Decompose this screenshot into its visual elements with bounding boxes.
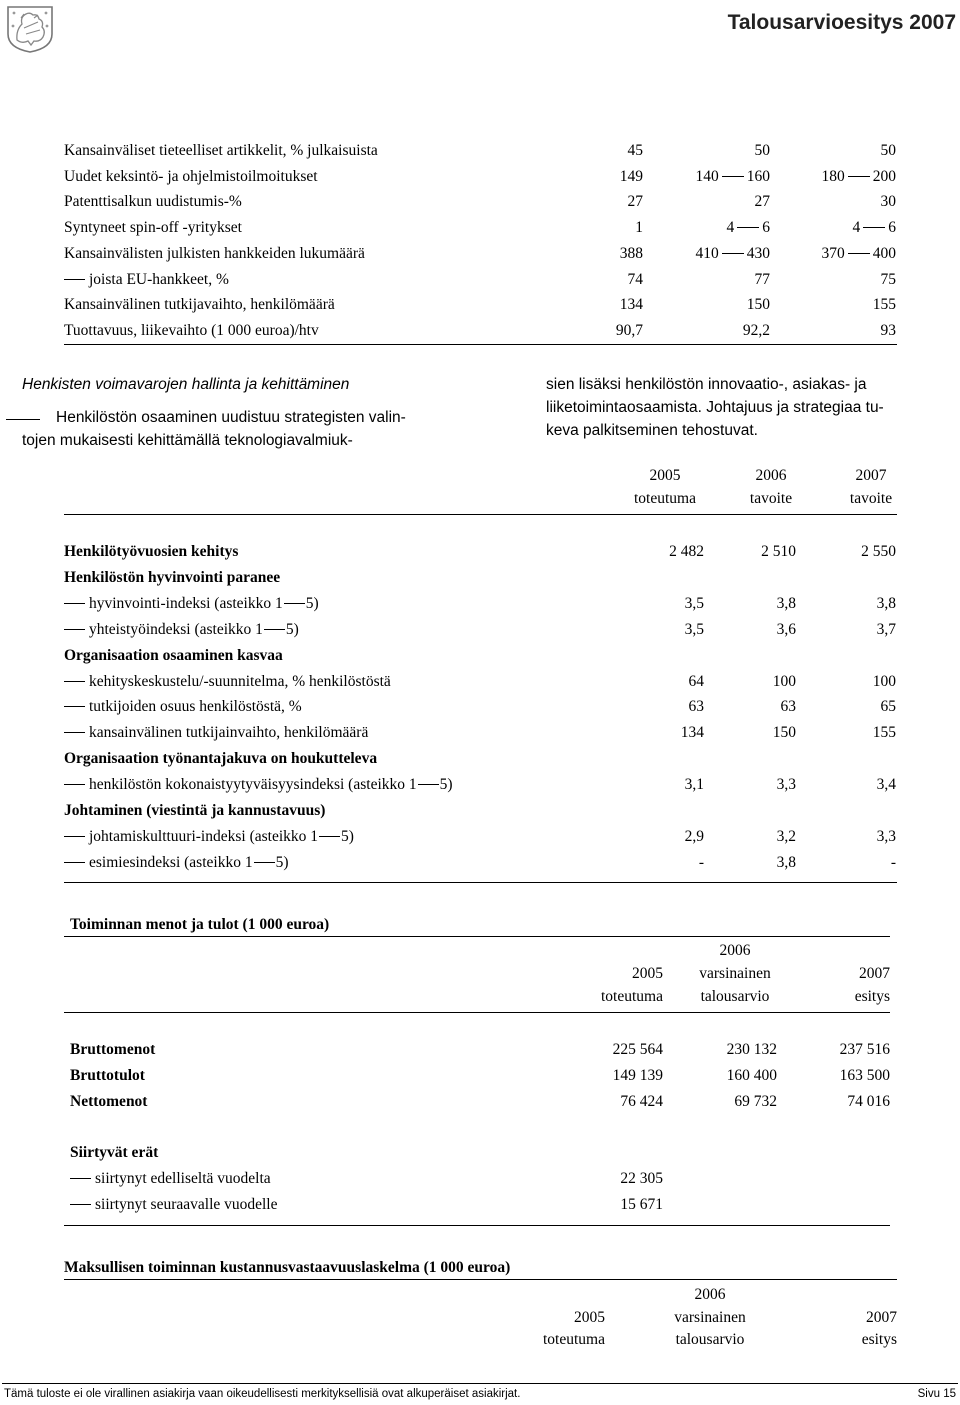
t2-cell-2007: 3,3 bbox=[876, 828, 896, 845]
t2-row-label-end: 5) bbox=[305, 595, 319, 612]
t2-group-heading bbox=[64, 544, 238, 560]
t1-row-label bbox=[64, 297, 335, 313]
t1-cell-2006 bbox=[727, 220, 771, 236]
t2-cell-2007: 155 bbox=[872, 724, 896, 741]
section-right-line-3: keva palkitseminen tehostuvat. bbox=[546, 422, 758, 439]
t3-row-label: Nettomenot bbox=[70, 1093, 148, 1110]
indent-dash bbox=[64, 279, 85, 280]
t2-cell-2006: 3,3 bbox=[776, 776, 796, 793]
t1-cell-2007-to: 400 bbox=[872, 245, 896, 262]
t1-row-label-text: Kansainvälinen tutkijavaihto, henkilömäärä bbox=[64, 296, 335, 313]
t1-row-label bbox=[64, 323, 319, 339]
t1-cell-2005: 74 bbox=[627, 271, 643, 288]
indent-dash bbox=[64, 603, 85, 604]
t1-cell-2006-to: 6 bbox=[762, 219, 770, 236]
range-dash bbox=[863, 227, 885, 228]
indent-dash bbox=[64, 706, 85, 707]
t3-cell-2006: 160 400 bbox=[726, 1067, 777, 1084]
t4-col1-kind: toteutuma bbox=[543, 1331, 605, 1348]
t4-col2-kind2: talousarvio bbox=[675, 1331, 745, 1348]
t2-cell-2006: 63 bbox=[780, 698, 796, 715]
section-dash bbox=[6, 419, 40, 420]
t3-col1-year: 2005 bbox=[632, 965, 663, 982]
t1-cell-2005: 27 bbox=[627, 193, 643, 210]
t4-col3-year: 2007 bbox=[866, 1309, 897, 1326]
t2-cell-2005: 3,1 bbox=[684, 776, 704, 793]
t3-col3-kind: esitys bbox=[854, 988, 890, 1005]
indent-dash bbox=[70, 1204, 91, 1205]
t1-cell-2005: 388 bbox=[619, 245, 643, 262]
siirtyvat-row-label-text: siirtynyt edelliseltä vuodelta bbox=[95, 1170, 271, 1187]
t1-cell-2007: 50 bbox=[880, 142, 896, 159]
t2-col3-year: 2007 bbox=[855, 467, 887, 484]
t1-cell-2007-to: 200 bbox=[872, 168, 896, 185]
range-dash bbox=[722, 253, 744, 254]
t2-cell-2007: 65 bbox=[880, 698, 896, 715]
t1-cell-2007: 155 bbox=[872, 296, 896, 313]
t2-row-label-text: Organisaation osaaminen kasvaa bbox=[64, 647, 283, 664]
t2-cell-2007: - bbox=[890, 854, 896, 871]
t1-cell-2005: 1 bbox=[635, 219, 643, 236]
t1-row-label-text: Kansainväliset tieteelliset artikkelit, % julkaisuista bbox=[64, 142, 378, 159]
t3-cell-2005: 76 424 bbox=[620, 1093, 663, 1110]
indent-dash bbox=[64, 732, 85, 733]
t2-cell-2007: 100 bbox=[872, 673, 896, 690]
t3-cell-2007: 237 516 bbox=[839, 1041, 890, 1058]
t3-cell-2005: 225 564 bbox=[612, 1041, 663, 1058]
t2-cell-2007: 3,7 bbox=[876, 621, 896, 638]
t1-cell-2007: 30 bbox=[880, 193, 896, 210]
t1-cell-2006: 50 bbox=[754, 142, 770, 159]
t1-cell-2007-from: 370 bbox=[821, 245, 845, 262]
t3-row-label: Bruttotulot bbox=[70, 1067, 145, 1084]
footer-disclaimer: Tämä tuloste ei ole virallinen asiakirja vaan oikeudellisesti merkityksellisiä ovat alkuperäiset asiakirjat. bbox=[4, 1388, 521, 1400]
section-right-line-1: sien lisäksi henkilöstön innovaatio-, asiakas- ja bbox=[546, 376, 867, 393]
indent-dash bbox=[64, 784, 85, 785]
t1-row-label bbox=[64, 194, 242, 210]
t1-row-label bbox=[64, 220, 242, 236]
t2-row-label-text: Organisaation työnantajakuva on houkutteleva bbox=[64, 750, 378, 767]
t2-cell-2006: 3,8 bbox=[776, 854, 796, 871]
t4-col2-year: 2006 bbox=[694, 1286, 726, 1303]
range-dash bbox=[737, 227, 759, 228]
t2-row-label-end: 5) bbox=[439, 776, 453, 793]
indent-dash bbox=[64, 629, 85, 630]
t1-row-label-text: Uudet keksintö- ja ohjelmistoilmoitukset bbox=[64, 168, 318, 185]
t2-cell-2006: 3,2 bbox=[776, 828, 796, 845]
t4-col1-year: 2005 bbox=[574, 1309, 605, 1326]
t2-row-label bbox=[64, 699, 302, 715]
range-dash bbox=[848, 253, 870, 254]
t3-row-label: Bruttomenot bbox=[70, 1041, 156, 1058]
t1-cell-2007-to: 6 bbox=[888, 219, 896, 236]
t2-row-label bbox=[64, 725, 368, 741]
t2-cell-2005: 134 bbox=[680, 724, 704, 741]
t1-cell-2005: 90,7 bbox=[615, 322, 643, 339]
t1-row-label-text: joista EU-hankkeet, % bbox=[89, 271, 229, 288]
t1-row-label bbox=[64, 246, 365, 262]
range-dash bbox=[319, 836, 340, 837]
t2-cell-2006: 3,8 bbox=[776, 595, 796, 612]
t1-cell-2007 bbox=[822, 246, 897, 262]
t2-row-label bbox=[64, 596, 319, 612]
t2-row-label bbox=[64, 777, 453, 793]
t2-cell-2005: 63 bbox=[688, 698, 704, 715]
siirtyvat-title: Siirtyvät erät bbox=[70, 1144, 159, 1161]
table3-bottom-rule bbox=[64, 1225, 890, 1226]
t1-cell-2006: 77 bbox=[754, 271, 770, 288]
t1-cell-2007-from: 4 bbox=[852, 219, 861, 236]
range-dash bbox=[848, 176, 870, 177]
lion-emblem-icon bbox=[4, 4, 56, 54]
t3-cell-2005: 149 139 bbox=[612, 1067, 663, 1084]
table4-title: Maksullisen toiminnan kustannusvastaavuuslaskelma (1 000 euroa) bbox=[64, 1259, 511, 1276]
coat-of-arms-logo bbox=[4, 4, 56, 54]
indent-dash bbox=[64, 862, 85, 863]
t2-row-label-text: tutkijoiden osuus henkilöstöstä, % bbox=[89, 698, 302, 715]
t2-cell-2006: 3,6 bbox=[776, 621, 796, 638]
range-dash bbox=[254, 862, 275, 863]
t2-row-label-text: kansainvälinen tutkijainvaihto, henkilömäärä bbox=[89, 724, 369, 741]
document-title: Talousarvioesitys 2007 bbox=[727, 11, 956, 34]
t2-row-label-end: 5) bbox=[341, 828, 354, 845]
t1-cell-2005: 134 bbox=[619, 296, 643, 313]
t3-col1-kind: toteutuma bbox=[601, 988, 663, 1005]
t2-row-label-text: kehityskeskustelu/-suunnitelma, % henkilöstöstä bbox=[89, 673, 391, 690]
t1-cell-2007: 93 bbox=[880, 322, 896, 339]
table3-title: Toiminnan menot ja tulot (1 000 euroa) bbox=[70, 916, 330, 933]
t2-row-label-end: 5) bbox=[275, 854, 289, 871]
t1-cell-2006-to: 430 bbox=[746, 245, 770, 262]
t1-cell-2007 bbox=[822, 169, 897, 185]
t2-col2-kind: tavoite bbox=[749, 490, 793, 507]
t2-col2-year: 2006 bbox=[755, 467, 787, 484]
t2-cell-2007: 3,8 bbox=[876, 595, 896, 612]
t3-col2-year: 2006 bbox=[719, 942, 751, 959]
range-dash bbox=[264, 629, 285, 630]
section-heading: Henkisten voimavarojen hallinta ja kehittäminen bbox=[22, 376, 350, 393]
t3-cell-2007: 163 500 bbox=[839, 1067, 890, 1084]
t3-col3-year: 2007 bbox=[859, 965, 890, 982]
t1-cell-2006-from: 4 bbox=[726, 219, 735, 236]
t1-row-label bbox=[64, 169, 318, 185]
t2-row-label-end: 5) bbox=[285, 621, 299, 638]
t1-row-label-text: Syntyneet spin-off -yritykset bbox=[64, 219, 242, 236]
table3-header-rule bbox=[64, 1012, 890, 1013]
t2-group-heading bbox=[64, 570, 280, 586]
section-left-line-1: Henkilöstön osaaminen uudistuu strategisten valin- bbox=[56, 409, 406, 426]
t1-cell-2007-from: 180 bbox=[821, 168, 845, 185]
t1-row-label-text: Patenttisalkun uudistumis-% bbox=[64, 193, 242, 210]
t4-col2-kind1: varsinainen bbox=[674, 1309, 746, 1326]
t1-cell-2006: 150 bbox=[746, 296, 770, 313]
t2-col1-kind: toteutuma bbox=[634, 490, 696, 507]
t2-cell-2006: 2 510 bbox=[761, 543, 796, 560]
range-dash bbox=[722, 176, 744, 177]
table2-bottom-rule bbox=[64, 882, 897, 883]
t2-row-label-text: esimiesindeksi (asteikko 1 bbox=[89, 854, 253, 871]
t1-cell-2006 bbox=[696, 169, 771, 185]
t2-row-label-text: Henkilöstön hyvinvointi paranee bbox=[64, 569, 281, 586]
t3-cell-2006: 69 732 bbox=[734, 1093, 777, 1110]
t3-col2-kind2: talousarvio bbox=[700, 988, 770, 1005]
footer-rule bbox=[2, 1383, 958, 1384]
t2-group-heading bbox=[64, 751, 377, 767]
siirtyvat-cell-2005: 15 671 bbox=[620, 1196, 663, 1213]
t1-row-label bbox=[64, 272, 229, 288]
range-dash bbox=[418, 784, 439, 785]
t2-cell-2005: 64 bbox=[688, 673, 704, 690]
t2-row-label-text: Henkilötyövuosien kehitys bbox=[64, 543, 239, 560]
siirtyvat-row-label bbox=[70, 1171, 271, 1187]
t2-cell-2005: 3,5 bbox=[684, 595, 704, 612]
t3-cell-2007: 74 016 bbox=[847, 1093, 890, 1110]
siirtyvat-row-label-text: siirtynyt seuraavalle vuodelle bbox=[95, 1196, 278, 1213]
t1-cell-2007 bbox=[853, 220, 897, 236]
t2-cell-2007: 3,4 bbox=[876, 776, 896, 793]
t2-row-label bbox=[64, 829, 354, 845]
table1-bottom-rule bbox=[64, 344, 897, 345]
indent-dash bbox=[64, 836, 85, 837]
t2-col1-year: 2005 bbox=[649, 467, 681, 484]
t4-col3-kind: esitys bbox=[861, 1331, 897, 1348]
t1-cell-2006-from: 140 bbox=[695, 168, 719, 185]
t1-row-label bbox=[64, 143, 378, 159]
t1-cell-2006-from: 410 bbox=[695, 245, 719, 262]
table2-header-rule bbox=[64, 514, 897, 515]
t1-cell-2005: 149 bbox=[619, 168, 643, 185]
t2-row-label-text: yhteistyöindeksi (asteikko 1 bbox=[89, 621, 263, 638]
t2-row-label bbox=[64, 855, 289, 871]
indent-dash bbox=[70, 1178, 91, 1179]
t2-cell-2007: 2 550 bbox=[861, 543, 896, 560]
t2-col3-kind: tavoite bbox=[849, 490, 893, 507]
siirtyvat-cell-2005: 22 305 bbox=[620, 1170, 663, 1187]
siirtyvat-row-label bbox=[70, 1197, 278, 1213]
t2-group-heading bbox=[64, 648, 283, 664]
t2-cell-2005: - bbox=[698, 854, 704, 871]
t1-cell-2006 bbox=[696, 246, 771, 262]
t3-col2-kind1: varsinainen bbox=[699, 965, 771, 982]
table3-title-rule bbox=[64, 936, 890, 937]
t2-row-label-text: hyvinvointi-indeksi (asteikko 1 bbox=[89, 595, 283, 612]
footer-page-number: Sivu 15 bbox=[917, 1388, 956, 1400]
section-right-line-2: liiketoimintaosaamista. Johtajuus ja strategiaa tu- bbox=[546, 399, 884, 416]
t2-row-label bbox=[64, 622, 299, 638]
section-left-line-2: tojen mukaisesti kehittämällä teknologiavalmiuk- bbox=[22, 432, 353, 449]
t1-cell-2005: 45 bbox=[627, 142, 643, 159]
t3-cell-2006: 230 132 bbox=[726, 1041, 777, 1058]
t2-cell-2006: 100 bbox=[772, 673, 796, 690]
t2-cell-2006: 150 bbox=[772, 724, 796, 741]
t1-cell-2006: 92,2 bbox=[742, 322, 770, 339]
table4-title-rule bbox=[64, 1279, 897, 1280]
t2-row-label-text: Johtaminen (viestintä ja kannustavuus) bbox=[64, 802, 326, 819]
t2-cell-2005: 2,9 bbox=[684, 828, 704, 845]
t2-cell-2005: 2 482 bbox=[669, 543, 704, 560]
t2-row-label-text: johtamiskulttuuri-indeksi (asteikko 1 bbox=[89, 828, 319, 845]
t1-cell-2006: 27 bbox=[754, 193, 770, 210]
t2-cell-2005: 3,5 bbox=[684, 621, 704, 638]
t2-group-heading bbox=[64, 803, 325, 819]
t1-row-label-text: Tuottavuus, liikevaihto (1 000 euroa)/htv bbox=[64, 322, 319, 339]
t1-row-label-text: Kansainvälisten julkisten hankkeiden lukumäärä bbox=[64, 245, 365, 262]
range-dash bbox=[284, 603, 305, 604]
t2-row-label-text: henkilöstön kokonaistyytyväisyysindeksi (asteikko 1 bbox=[89, 776, 417, 793]
t1-cell-2006-to: 160 bbox=[746, 168, 770, 185]
t1-cell-2007: 75 bbox=[880, 271, 896, 288]
indent-dash bbox=[64, 681, 85, 682]
t2-row-label bbox=[64, 674, 391, 690]
